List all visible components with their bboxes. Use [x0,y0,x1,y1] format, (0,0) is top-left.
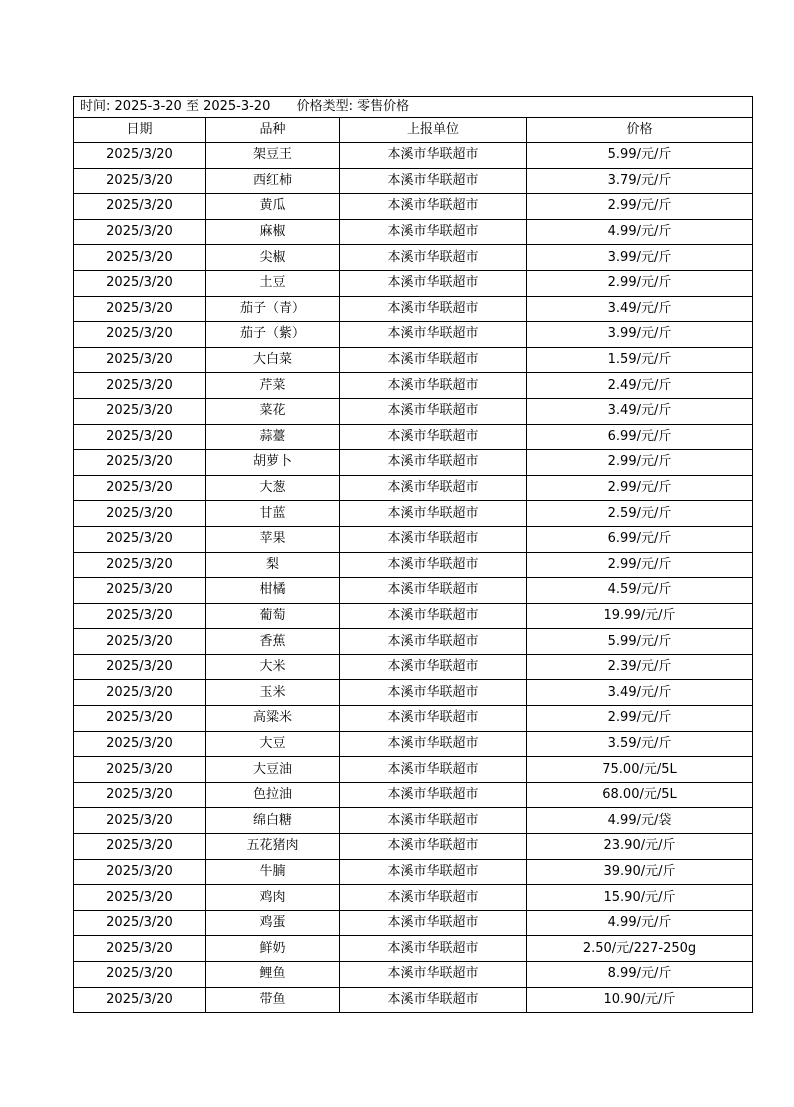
cell-date: 2025/3/20 [74,219,206,245]
cell-reporting-unit: 本溪市华联超市 [340,834,527,860]
cell-reporting-unit: 本溪市华联超市 [340,936,527,962]
cell-price: 15.90/元/斤 [527,885,753,911]
cell-price: 39.90/元/斤 [527,859,753,885]
cell-date: 2025/3/20 [74,680,206,706]
cell-variety: 鲜奶 [206,936,340,962]
table-info-cell [74,97,753,118]
table-row [74,475,753,501]
cell-variety: 梨 [206,552,340,578]
cell-date: 2025/3/20 [74,834,206,860]
cell-reporting-unit: 本溪市华联超市 [340,501,527,527]
cell-variety: 架豆王 [206,143,340,169]
cell-date: 2025/3/20 [74,578,206,604]
table-row [74,706,753,732]
cell-price: 8.99/元/斤 [527,962,753,988]
cell-date: 2025/3/20 [74,296,206,322]
cell-reporting-unit: 本溪市华联超市 [340,629,527,655]
table-row [74,168,753,194]
cell-reporting-unit: 本溪市华联超市 [340,680,527,706]
cell-reporting-unit: 本溪市华联超市 [340,219,527,245]
table-row [74,296,753,322]
cell-date: 2025/3/20 [74,526,206,552]
table-row [74,347,753,373]
cell-reporting-unit: 本溪市华联超市 [340,143,527,169]
cell-variety: 大米 [206,654,340,680]
cell-price: 2.39/元/斤 [527,654,753,680]
cell-variety: 牛腩 [206,859,340,885]
cell-price: 5.99/元/斤 [527,629,753,655]
cell-date: 2025/3/20 [74,398,206,424]
table-row [74,782,753,808]
cell-variety: 鲤鱼 [206,962,340,988]
cell-variety: 苹果 [206,526,340,552]
cell-price: 2.99/元/斤 [527,270,753,296]
cell-variety: 大白菜 [206,347,340,373]
table-row [74,603,753,629]
cell-date: 2025/3/20 [74,347,206,373]
cell-reporting-unit: 本溪市华联超市 [340,885,527,911]
cell-date: 2025/3/20 [74,757,206,783]
cell-reporting-unit: 本溪市华联超市 [340,603,527,629]
cell-date: 2025/3/20 [74,194,206,220]
cell-price: 2.99/元/斤 [527,706,753,732]
cell-variety: 绵白糖 [206,808,340,834]
cell-reporting-unit: 本溪市华联超市 [340,296,527,322]
table-row [74,859,753,885]
cell-reporting-unit: 本溪市华联超市 [340,424,527,450]
cell-reporting-unit: 本溪市华联超市 [340,859,527,885]
cell-variety: 大豆 [206,731,340,757]
table-row [74,245,753,271]
price-table [73,96,753,1013]
cell-reporting-unit: 本溪市华联超市 [340,782,527,808]
cell-date: 2025/3/20 [74,731,206,757]
cell-date: 2025/3/20 [74,859,206,885]
table-row [74,194,753,220]
cell-reporting-unit: 本溪市华联超市 [340,706,527,732]
column-header-variety: 品种 [206,118,340,143]
cell-date: 2025/3/20 [74,322,206,348]
cell-price: 3.49/元/斤 [527,680,753,706]
cell-reporting-unit: 本溪市华联超市 [340,910,527,936]
cell-price: 3.79/元/斤 [527,168,753,194]
cell-price: 2.99/元/斤 [527,552,753,578]
cell-reporting-unit: 本溪市华联超市 [340,962,527,988]
cell-date: 2025/3/20 [74,424,206,450]
cell-price: 23.90/元/斤 [527,834,753,860]
cell-reporting-unit: 本溪市华联超市 [340,270,527,296]
table-row [74,885,753,911]
table-row [74,834,753,860]
table-row [74,143,753,169]
cell-date: 2025/3/20 [74,168,206,194]
table-row [74,936,753,962]
cell-price: 1.59/元/斤 [527,347,753,373]
cell-date: 2025/3/20 [74,245,206,271]
cell-price: 75.00/元/5L [527,757,753,783]
cell-reporting-unit: 本溪市华联超市 [340,373,527,399]
cell-date: 2025/3/20 [74,910,206,936]
time-label: 时间: [80,99,111,114]
cell-date: 2025/3/20 [74,603,206,629]
table-row [74,398,753,424]
cell-variety: 西红柿 [206,168,340,194]
cell-price: 68.00/元/5L [527,782,753,808]
column-header-date: 日期 [74,118,206,143]
cell-variety: 菜花 [206,398,340,424]
table-header-row [74,118,753,143]
table-row [74,373,753,399]
cell-date: 2025/3/20 [74,143,206,169]
cell-variety: 大葱 [206,475,340,501]
table-info-row [74,97,753,118]
cell-reporting-unit: 本溪市华联超市 [340,808,527,834]
cell-price: 4.99/元/斤 [527,910,753,936]
cell-price: 4.99/元/袋 [527,808,753,834]
table-row [74,552,753,578]
cell-price: 2.49/元/斤 [527,373,753,399]
table-row [74,987,753,1013]
cell-variety: 玉米 [206,680,340,706]
column-header-price: 价格 [527,118,753,143]
cell-reporting-unit: 本溪市华联超市 [340,552,527,578]
cell-price: 3.99/元/斤 [527,245,753,271]
cell-price: 2.50/元/227-250g [527,936,753,962]
table-row [74,424,753,450]
cell-price: 3.99/元/斤 [527,322,753,348]
cell-variety: 甘蓝 [206,501,340,527]
cell-price: 5.99/元/斤 [527,143,753,169]
table-row [74,501,753,527]
cell-reporting-unit: 本溪市华联超市 [340,987,527,1013]
cell-date: 2025/3/20 [74,501,206,527]
cell-date: 2025/3/20 [74,552,206,578]
cell-reporting-unit: 本溪市华联超市 [340,654,527,680]
cell-reporting-unit: 本溪市华联超市 [340,475,527,501]
cell-variety: 鸡蛋 [206,910,340,936]
cell-variety: 胡萝卜 [206,450,340,476]
cell-variety: 高粱米 [206,706,340,732]
cell-price: 6.99/元/斤 [527,424,753,450]
cell-date: 2025/3/20 [74,987,206,1013]
table-row [74,450,753,476]
cell-reporting-unit: 本溪市华联超市 [340,168,527,194]
cell-variety: 香蕉 [206,629,340,655]
cell-price: 19.99/元/斤 [527,603,753,629]
price-type-label: 价格类型: [296,99,354,114]
table-row [74,731,753,757]
cell-price: 3.49/元/斤 [527,296,753,322]
cell-date: 2025/3/20 [74,450,206,476]
cell-variety: 芹菜 [206,373,340,399]
cell-date: 2025/3/20 [74,629,206,655]
cell-date: 2025/3/20 [74,270,206,296]
cell-price: 4.59/元/斤 [527,578,753,604]
cell-date: 2025/3/20 [74,475,206,501]
table-row [74,578,753,604]
cell-variety: 蒜薹 [206,424,340,450]
cell-date: 2025/3/20 [74,654,206,680]
cell-date: 2025/3/20 [74,373,206,399]
cell-reporting-unit: 本溪市华联超市 [340,526,527,552]
cell-reporting-unit: 本溪市华联超市 [340,322,527,348]
cell-date: 2025/3/20 [74,782,206,808]
cell-variety: 尖椒 [206,245,340,271]
cell-date: 2025/3/20 [74,885,206,911]
cell-date: 2025/3/20 [74,936,206,962]
table-row [74,270,753,296]
cell-variety: 鸡肉 [206,885,340,911]
cell-date: 2025/3/20 [74,808,206,834]
cell-variety: 五花猪肉 [206,834,340,860]
cell-price: 2.99/元/斤 [527,475,753,501]
cell-date: 2025/3/20 [74,706,206,732]
cell-reporting-unit: 本溪市华联超市 [340,347,527,373]
table-row [74,680,753,706]
table-row [74,526,753,552]
cell-variety: 柑橘 [206,578,340,604]
table-row [74,219,753,245]
cell-price: 10.90/元/斤 [527,987,753,1013]
cell-variety: 大豆油 [206,757,340,783]
price-type-value: 零售价格 [357,99,410,114]
table-row [74,962,753,988]
cell-reporting-unit: 本溪市华联超市 [340,731,527,757]
cell-price: 3.59/元/斤 [527,731,753,757]
cell-variety: 葡萄 [206,603,340,629]
cell-reporting-unit: 本溪市华联超市 [340,245,527,271]
cell-date: 2025/3/20 [74,962,206,988]
cell-variety: 黄瓜 [206,194,340,220]
cell-reporting-unit: 本溪市华联超市 [340,757,527,783]
cell-price: 2.59/元/斤 [527,501,753,527]
cell-variety: 色拉油 [206,782,340,808]
table-row [74,910,753,936]
cell-variety: 茄子（青） [206,296,340,322]
table-row [74,757,753,783]
cell-variety: 麻椒 [206,219,340,245]
cell-variety: 带鱼 [206,987,340,1013]
table-row [74,808,753,834]
cell-price: 6.99/元/斤 [527,526,753,552]
cell-price: 4.99/元/斤 [527,219,753,245]
cell-variety: 茄子（紫） [206,322,340,348]
table-row [74,654,753,680]
time-range: 2025-3-20 至 2025-3-20 [114,99,271,114]
cell-reporting-unit: 本溪市华联超市 [340,578,527,604]
price-table-body [74,97,753,1013]
cell-reporting-unit: 本溪市华联超市 [340,194,527,220]
cell-variety: 土豆 [206,270,340,296]
table-row [74,322,753,348]
column-header-reporting-unit: 上报单位 [340,118,527,143]
cell-reporting-unit: 本溪市华联超市 [340,450,527,476]
cell-price: 2.99/元/斤 [527,450,753,476]
table-row [74,629,753,655]
cell-reporting-unit: 本溪市华联超市 [340,398,527,424]
cell-price: 2.99/元/斤 [527,194,753,220]
cell-price: 3.49/元/斤 [527,398,753,424]
